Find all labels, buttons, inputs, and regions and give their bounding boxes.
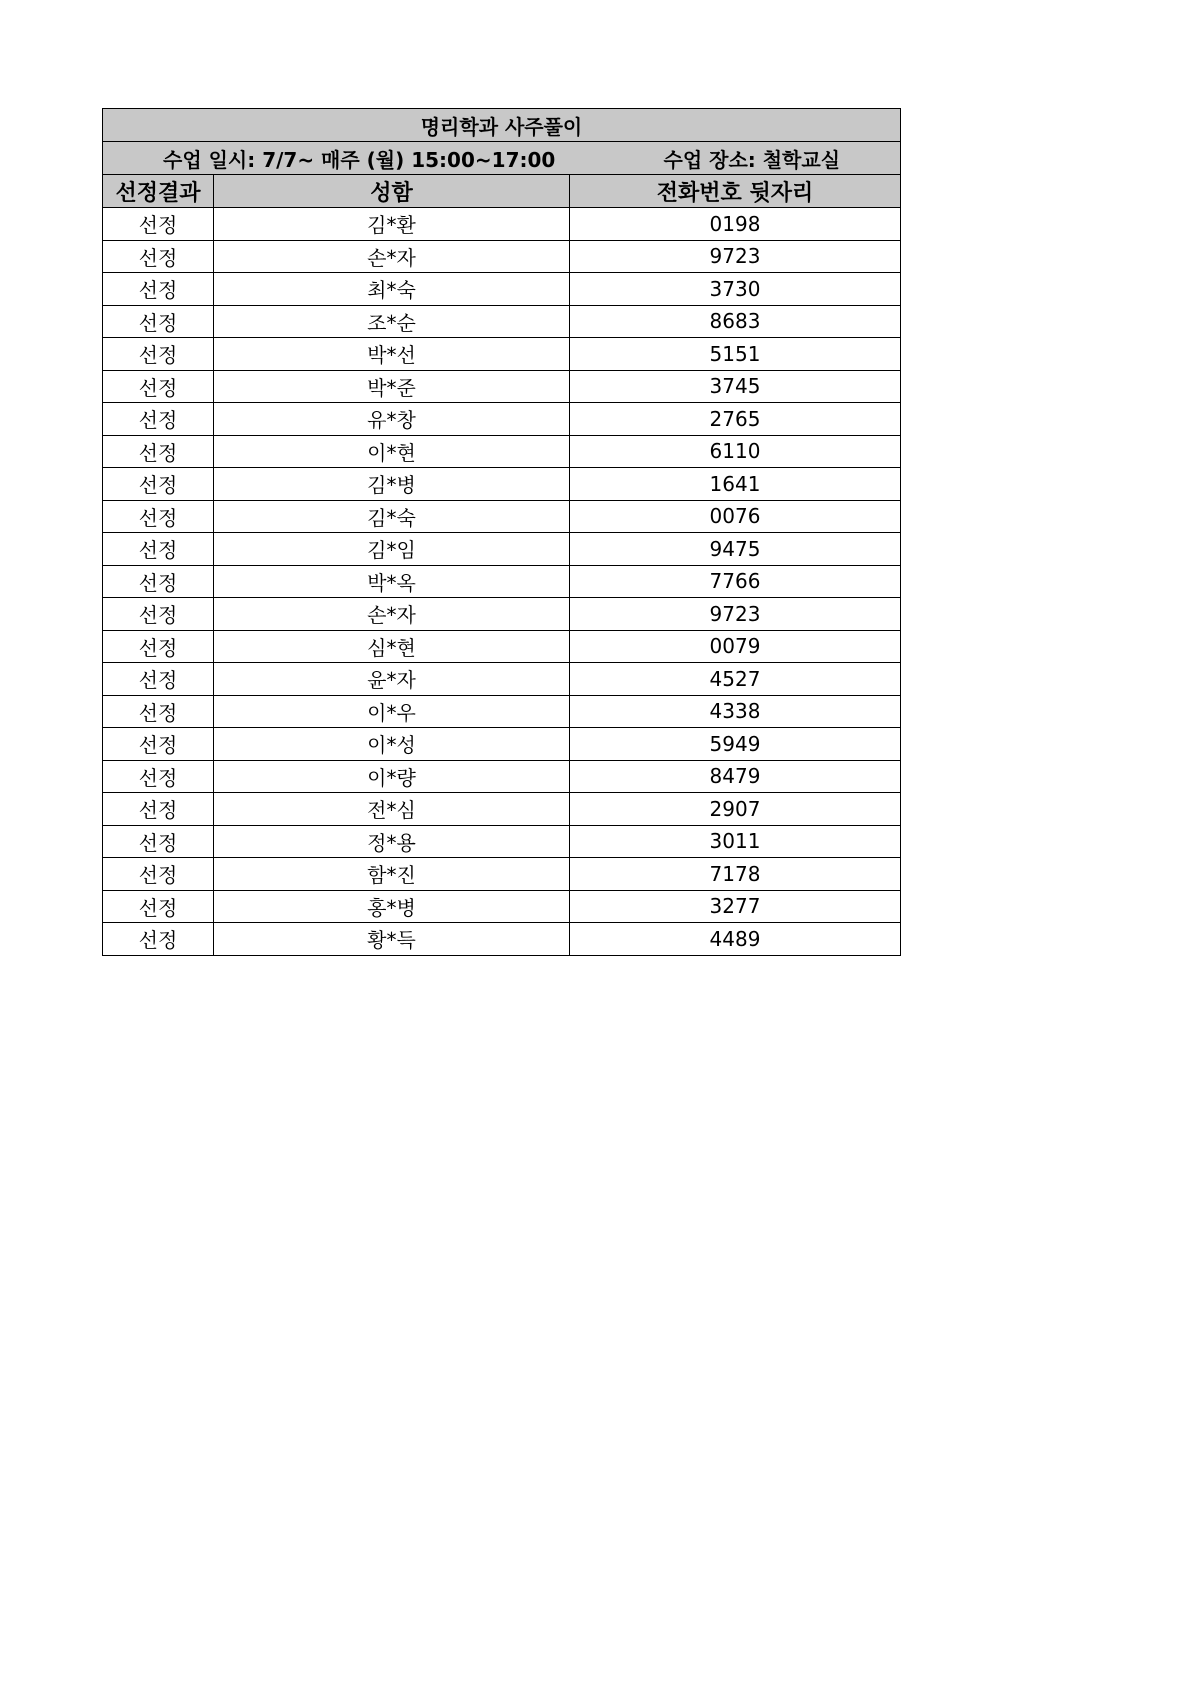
phone-cell: 2907	[570, 793, 901, 826]
phone-cell: 9723	[570, 598, 901, 631]
result-cell: 선정	[103, 468, 214, 501]
title-row	[103, 109, 901, 142]
table-row	[103, 695, 901, 728]
result-cell: 선정	[103, 760, 214, 793]
phone-cell: 8683	[570, 305, 901, 338]
name-cell: 김*숙	[214, 500, 570, 533]
phone-cell: 3011	[570, 825, 901, 858]
table-row	[103, 793, 901, 826]
class-info	[103, 142, 901, 175]
name-cell: 이*성	[214, 728, 570, 761]
name-cell: 손*자	[214, 240, 570, 273]
result-cell: 선정	[103, 858, 214, 891]
phone-cell: 3745	[570, 370, 901, 403]
name-cell: 박*옥	[214, 565, 570, 598]
table-row	[103, 338, 901, 371]
phone-cell: 1641	[570, 468, 901, 501]
result-cell: 선정	[103, 500, 214, 533]
table-row	[103, 435, 901, 468]
result-cell: 선정	[103, 565, 214, 598]
name-cell: 박*선	[214, 338, 570, 371]
name-cell: 유*창	[214, 403, 570, 436]
table-row	[103, 858, 901, 891]
table-row	[103, 370, 901, 403]
phone-cell: 4489	[570, 923, 901, 956]
name-cell: 이*현	[214, 435, 570, 468]
table-row	[103, 598, 901, 631]
name-cell: 이*우	[214, 695, 570, 728]
name-cell: 김*임	[214, 533, 570, 566]
name-cell: 최*숙	[214, 273, 570, 306]
name-cell: 김*병	[214, 468, 570, 501]
table-row	[103, 208, 901, 241]
header-row	[103, 175, 901, 208]
result-cell: 선정	[103, 403, 214, 436]
result-cell: 선정	[103, 598, 214, 631]
table-row	[103, 273, 901, 306]
name-cell: 홍*병	[214, 890, 570, 923]
name-cell: 조*순	[214, 305, 570, 338]
table-row	[103, 728, 901, 761]
table-row	[103, 565, 901, 598]
table-row	[103, 240, 901, 273]
result-cell: 선정	[103, 825, 214, 858]
class-place: 수업 장소: 철학교실	[663, 147, 841, 172]
result-cell: 선정	[103, 208, 214, 241]
name-cell: 박*준	[214, 370, 570, 403]
phone-cell: 7178	[570, 858, 901, 891]
phone-cell: 8479	[570, 760, 901, 793]
info-row	[103, 142, 901, 175]
table-row	[103, 890, 901, 923]
name-cell: 윤*자	[214, 663, 570, 696]
result-cell: 선정	[103, 273, 214, 306]
phone-cell: 9723	[570, 240, 901, 273]
name-cell: 심*현	[214, 630, 570, 663]
table-row	[103, 630, 901, 663]
name-cell: 함*진	[214, 858, 570, 891]
result-cell: 선정	[103, 923, 214, 956]
phone-cell: 6110	[570, 435, 901, 468]
table-row	[103, 468, 901, 501]
header-result: 선정결과	[103, 175, 214, 208]
result-cell: 선정	[103, 240, 214, 273]
phone-cell: 0198	[570, 208, 901, 241]
result-cell: 선정	[103, 338, 214, 371]
name-cell: 손*자	[214, 598, 570, 631]
phone-cell: 7766	[570, 565, 901, 598]
phone-cell: 0076	[570, 500, 901, 533]
result-cell: 선정	[103, 695, 214, 728]
table-row	[103, 760, 901, 793]
phone-cell: 5949	[570, 728, 901, 761]
phone-cell: 3277	[570, 890, 901, 923]
name-cell: 황*득	[214, 923, 570, 956]
phone-cell: 2765	[570, 403, 901, 436]
table-row	[103, 663, 901, 696]
result-cell: 선정	[103, 793, 214, 826]
result-cell: 선정	[103, 435, 214, 468]
table-row	[103, 825, 901, 858]
phone-cell: 0079	[570, 630, 901, 663]
phone-cell: 3730	[570, 273, 901, 306]
phone-cell: 4338	[570, 695, 901, 728]
result-cell: 선정	[103, 630, 214, 663]
table-row	[103, 403, 901, 436]
selection-table	[102, 108, 901, 956]
table-title: 명리학과 사주풀이	[103, 109, 901, 142]
name-cell: 이*량	[214, 760, 570, 793]
phone-cell: 5151	[570, 338, 901, 371]
table-body	[103, 208, 901, 956]
result-cell: 선정	[103, 305, 214, 338]
table-row	[103, 923, 901, 956]
table-row	[103, 533, 901, 566]
name-cell: 김*환	[214, 208, 570, 241]
table-row	[103, 305, 901, 338]
result-cell: 선정	[103, 370, 214, 403]
header-name: 성함	[214, 175, 570, 208]
result-cell: 선정	[103, 728, 214, 761]
phone-cell: 4527	[570, 663, 901, 696]
table-row	[103, 500, 901, 533]
phone-cell: 9475	[570, 533, 901, 566]
result-cell: 선정	[103, 890, 214, 923]
name-cell: 전*심	[214, 793, 570, 826]
header-phone: 전화번호 뒷자리	[570, 175, 901, 208]
class-schedule: 수업 일시: 7/7~ 매주 (월) 15:00~17:00	[163, 147, 556, 172]
name-cell: 정*용	[214, 825, 570, 858]
result-cell: 선정	[103, 663, 214, 696]
result-cell: 선정	[103, 533, 214, 566]
